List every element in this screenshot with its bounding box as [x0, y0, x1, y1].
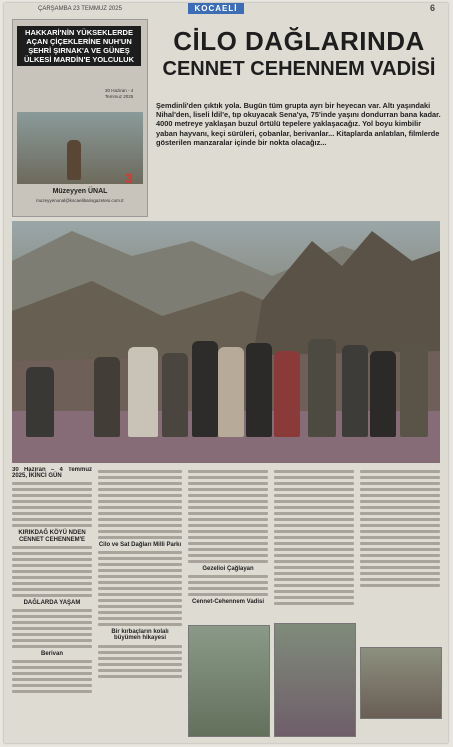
masthead: KOCAELİ [188, 3, 244, 14]
page-number: 6 [430, 3, 436, 13]
body-column-2 [98, 467, 182, 739]
hiker [192, 341, 218, 437]
column-sidebox [12, 19, 148, 217]
headline-line-1: CİLO DAĞLARINDA [173, 26, 425, 56]
hiker [218, 347, 244, 437]
section-heading: Cennet-Cehennem Vadisi [191, 599, 265, 606]
lead-paragraph: Şemdinli'den çıktık yola. Bugün tüm grupta ayrı bir heyecan var. Altı yaşındaki Nihal'den, liseli İdil'e, tıp okuyacak Sena'ya, 75'inde yaşını dondurran bana kadar. 4000 metreye yaklaşan buzul örtülü tepelere yaklaşacağız. Yol boyu kimbilir yaban hayvanı, keçi sürüleri, çobanlar, berivanlar... Kitaplarda anlatılan, filmlerde gösterilen manzaralar içinde bir nokta olacağız... [156, 101, 441, 147]
valley-photo [188, 625, 270, 737]
issue-date: ÇARŞAMBA 23 TEMMUZ 2025 [38, 6, 122, 12]
hiker [274, 351, 300, 437]
section-heading: KIRIKDAĞ KÖYÜ NDEN CENNET CEHENNEM'E [18, 530, 86, 543]
body-column-1 [12, 467, 92, 739]
trip-dates: 30 Haziran - 4 Temmuz 2025 [105, 88, 134, 99]
section-heading: DAĞLARDA YAŞAM [23, 599, 81, 606]
herd-photo [360, 647, 442, 719]
hiker [370, 351, 396, 437]
section-heading: Gezelioi Çağlayan [202, 566, 254, 572]
newspaper-page [4, 3, 448, 743]
page-header [4, 3, 448, 14]
hiker [162, 353, 188, 437]
section-intro: 30 Haziran – 4 Temmuz 2025, İKİNCİ GÜN [12, 467, 92, 480]
group-photo [12, 221, 440, 463]
stream-photo [274, 623, 356, 737]
hiker [94, 357, 120, 437]
hiker [246, 343, 272, 437]
hiker [128, 347, 158, 437]
section-heading: Bir kırbaçların kolalı büyümen hikayesi [111, 629, 169, 642]
article-body [12, 467, 440, 739]
hiker [26, 367, 54, 437]
author-name: Müzeyyen ÜNAL [52, 188, 108, 195]
section-heading: Berivan [40, 651, 63, 658]
section-heading: Cilo ve Sat Dağları Milli Parkı [98, 542, 182, 548]
headline-line-2: CENNET CEHENNEM VADİSİ [162, 58, 436, 80]
author-figure [67, 140, 81, 180]
episode-badge: 3 [125, 170, 133, 186]
series-tagline: HAKKARİ'NİN YÜKSEKLERDE AÇAN ÇİÇEKLERİNE NUH'UN ŞEHRİ ŞIRNAK'A VE GÜNEŞ ÜLKESİ MARDİN'E YOLCULUK [17, 26, 141, 66]
hiker [400, 343, 428, 437]
author-email: muzeyyenunal@kocaelibarisgazetesi.com.tr [36, 198, 124, 203]
hiker [308, 339, 336, 437]
article-headline [154, 27, 444, 81]
hiker [342, 345, 368, 437]
